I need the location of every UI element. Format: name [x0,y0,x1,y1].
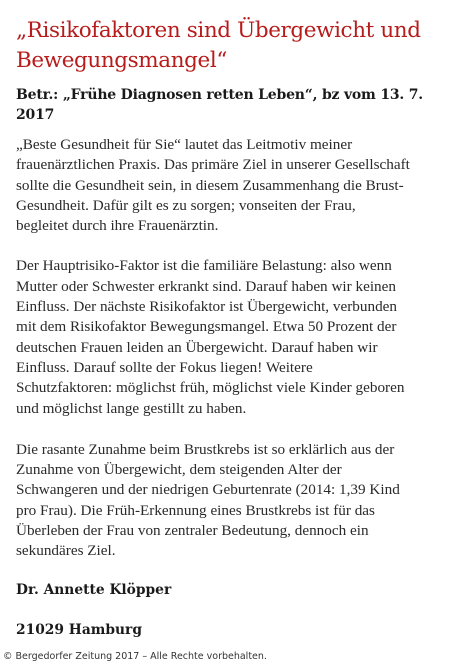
author-name: Dr. Annette Klöpper [16,581,172,598]
text-line: Einfluss. Darauf sollte der Fokus liegen! Weitere [16,358,313,376]
letter-article [16,16,446,639]
text-line: mit dem Risikofaktor Bewegungsmangel. Etwa 50 Prozent der [16,318,397,336]
text-line: „Beste Gesundheit für Sie“ lautet das Leitmotiv meiner [16,136,353,153]
reference-text: 2017 [16,107,55,123]
paragraph [16,135,446,236]
text-line: Gesundheit. Dafür gilt es zu sorgen; vonseiten der Frau, [16,196,356,214]
text-line: sollte die Gesundheit sein, in diesem Zusammenhang die Brust- [16,176,404,194]
author-location: 21029 Hamburg [16,621,142,638]
text-line: Zunahme von Übergewicht, dem steigenden Alter der [16,461,342,479]
text-line: begleitet durch ihre Frauenärztin. [16,217,219,235]
reference-line [16,85,446,125]
text-line: Schwangeren und der niedrigen Geburtenrate (2014: 1,39 Kind [16,481,400,499]
text-line: frauenärztlichen Praxis. Das primäre Ziel in unserer Gesellschaft [16,156,410,174]
text-line: und möglichst lange gestillt zu haben. [16,399,247,417]
text-line: Die rasante Zunahme beim Brustkrebs ist so erklärlich aus der [16,440,395,458]
text-line: deutschen Frauen leiden an Übergewicht. Darauf haben wir [16,338,378,356]
text-line: sekundäres Ziel. [16,542,116,560]
headline [16,16,446,76]
text-line: Mutter oder Schwester erkrankt sind. Darauf haben wir keinen [16,277,396,295]
paragraph [16,440,446,562]
text-line: Schutzfaktoren: möglichst früh, möglichst viele Kinder geboren [16,379,405,397]
reference-text: Betr.: „Frühe Diagnosen retten Leben“, bz vom 13. 7. [16,87,423,103]
headline-line: „Risikofaktoren sind Übergewicht und [16,18,421,43]
text-line: Einfluss. Der nächste Risikofaktor ist Übergewicht, verbunden [16,298,398,316]
copyright-footer: © Bergedorfer Zeitung 2017 – Alle Rechte vorbehalten. [3,651,267,662]
text-line: Der Hauptrisiko-Faktor ist die familiäre Belastung: also wenn [16,257,392,275]
text-line: pro Frau). Die Früh-Erkennung eines Brustkrebs ist für das [16,501,375,519]
paragraph [16,256,446,418]
text-line: Überleben der Frau von zentraler Bedeutung, dennoch ein [16,522,369,540]
headline-line: Bewegungsmangel“ [16,48,227,73]
